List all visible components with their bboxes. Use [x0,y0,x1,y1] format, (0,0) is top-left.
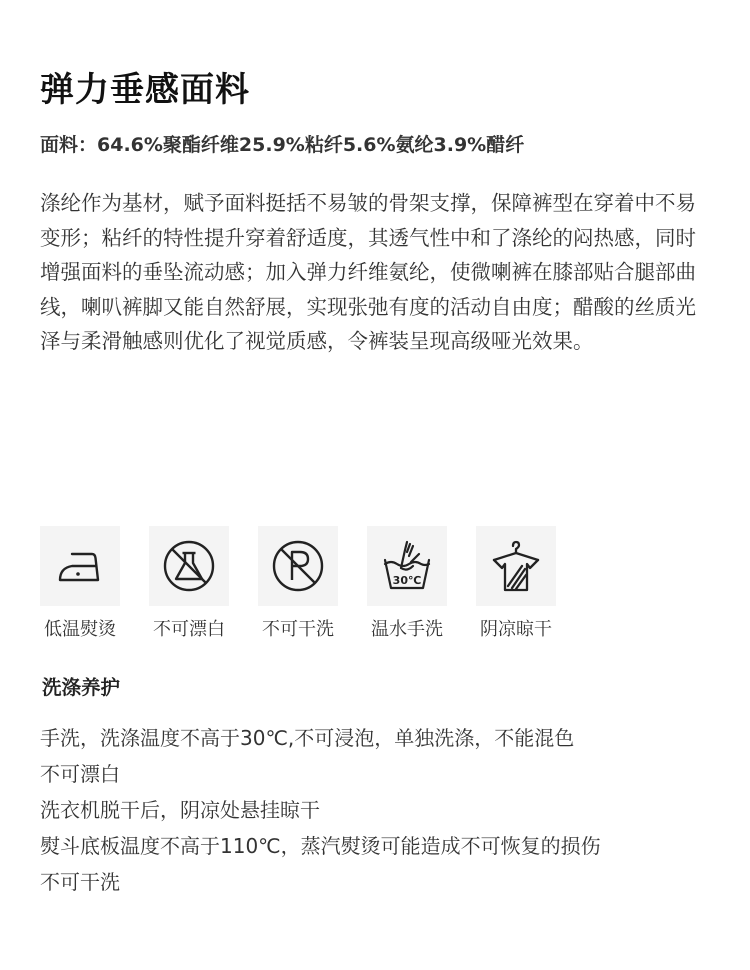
care-icons-row [40,526,585,641]
fabric-description: 涤纶作为基材，赋予面料挺括不易皱的骨架支撑，保障裤型在穿着中不易变形；粘纤的特性提升穿着舒适度，其透气性中和了涤纶的闷热感，同时增强面料的垂坠流动感；加入弹力纤维氨纶，使微喇裤在膝部贴合腿部曲线，喇叭裤脚又能自然舒展，实现张弛有度的活动自由度；醋酸的丝质光泽与柔滑触感则优化了视觉质感，令裤装呈现高级哑光效果。 [40,191,696,353]
do-not-bleach-icon [149,526,229,606]
care-icon-item-dry-clean [258,526,338,641]
care-icon-label: 不可干洗 [262,619,334,640]
line-dry-in-shade-icon [476,526,556,606]
care-icon-item-dry-shade [476,526,556,641]
fabric-composition: 面料：64.6%聚酯纤维25.9%粘纤5.6%氨纶3.9%醋纤 [40,134,525,156]
care-instruction-item: 不可漂白 [40,762,120,786]
hand-wash-30-icon [367,526,447,606]
wash-temperature-text: 30℃ [392,574,422,587]
low-temperature-iron-icon [40,526,120,606]
care-icon-item-bleach [149,526,229,641]
care-instruction-item: 洗衣机脱干后，阴凉处悬挂晾干 [40,798,320,822]
care-icon-item-iron [40,526,120,641]
care-icon-label: 阴凉晾干 [480,619,552,640]
care-instruction-item: 熨斗底板温度不高于110℃，蒸汽熨烫可能造成不可恢复的损伤 [40,834,601,858]
care-instructions-list [40,720,601,900]
care-icon-label: 低温熨烫 [44,619,116,640]
care-instruction-item: 不可干洗 [40,870,120,894]
care-icon-label: 不可漂白 [153,619,225,640]
care-section-title: 洗涤养护 [42,676,121,699]
care-instruction-item: 手洗，洗涤温度不高于30℃,不可浸泡，单独洗涤，不能混色 [40,726,575,750]
care-icon-item-hand-wash [367,526,447,641]
do-not-dry-clean-icon [258,526,338,606]
care-icon-label: 温水手洗 [371,619,443,640]
page-title: 弹力垂感面料 [40,70,250,110]
